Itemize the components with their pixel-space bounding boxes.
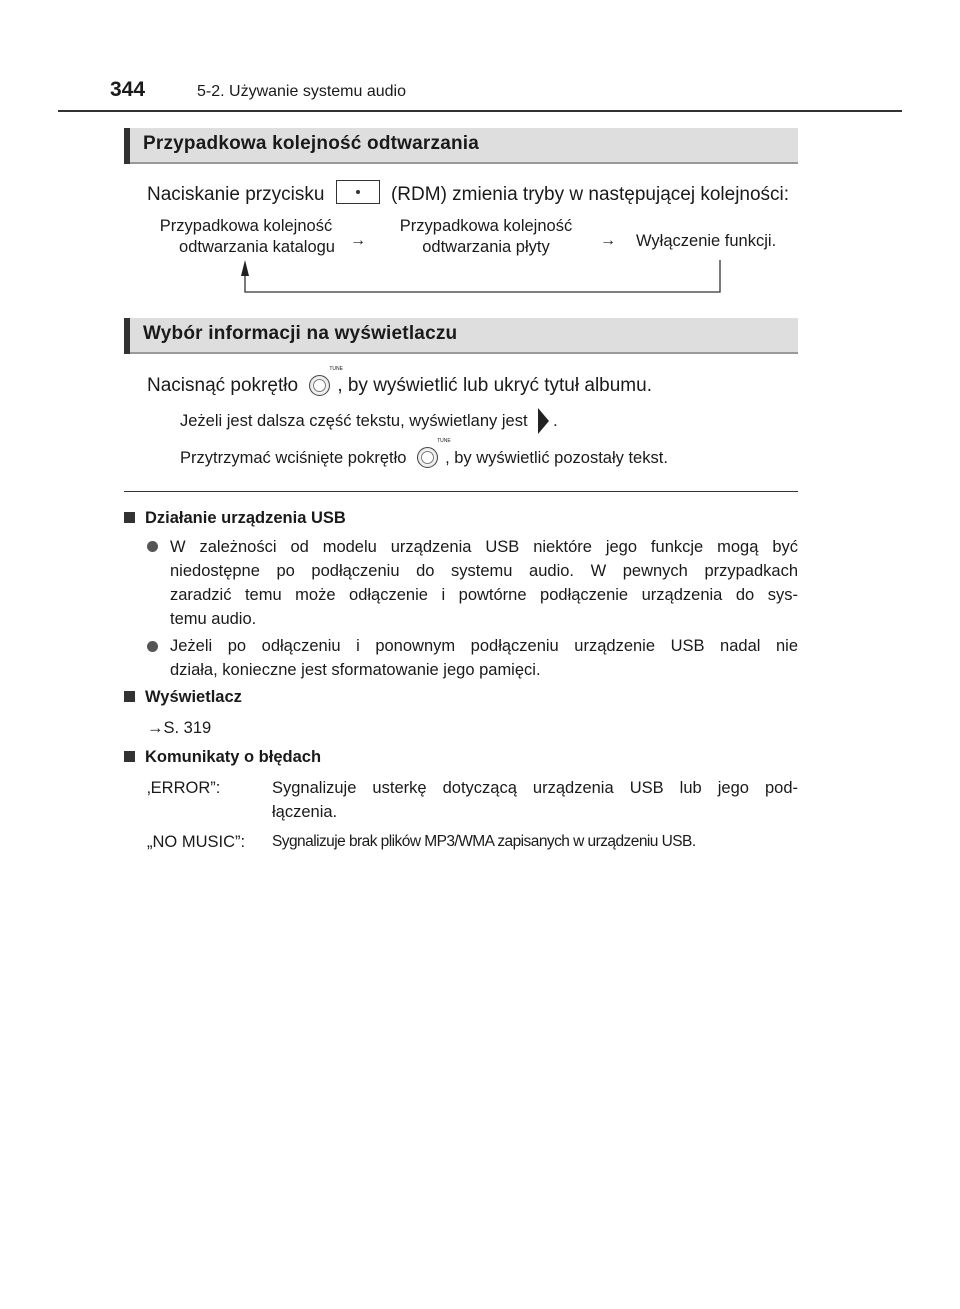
ref-arrow: → xyxy=(147,719,164,737)
text-line: Sygnalizuje usterkę dotyczącą urządzenia USB lub jego pod- xyxy=(272,779,798,797)
note-heading-text: Działanie urządzenia USB xyxy=(145,509,346,527)
bullet-icon xyxy=(147,540,158,558)
flow-step-off: Wyłączenie funkcji. xyxy=(636,232,777,250)
flow-step1-line1: Przypadkowa kolejność xyxy=(159,217,333,235)
text-line: działa, konieczne jest sformatowanie jego pamięci. xyxy=(170,661,541,679)
flow-step2-line1: Przypadkowa kolejność xyxy=(399,217,573,235)
note-heading-display xyxy=(124,688,242,707)
flow-return-line xyxy=(236,258,726,298)
section-accent xyxy=(124,128,130,164)
note-heading-text: Komunikaty o błędach xyxy=(145,748,322,766)
rdm-intro-after: (RDM) zmienia tryby w następującej kolejności: xyxy=(390,184,790,205)
text-line: łączenia. xyxy=(272,803,338,821)
tune-knob-icon xyxy=(306,366,343,396)
error-desc-error xyxy=(272,776,798,824)
section-title: Przypadkowa kolejność odtwarzania xyxy=(143,133,480,154)
knob-label: TUNE xyxy=(437,438,451,444)
knob-label: TUNE xyxy=(329,366,343,372)
hold-knob-after: , by wyświetlić pozostały tekst. xyxy=(445,449,668,467)
flow-step2-line2: odtwarzania płyty xyxy=(422,238,550,256)
error-desc-no-music: Sygnalizuje brak plików MP3/WMA zapisanych w urządzeniu USB. xyxy=(272,833,696,850)
knob-instruction-before: Nacisnąć pokrętło xyxy=(147,375,299,396)
more-text-arrow-icon xyxy=(538,408,549,434)
chapter-title: 5-2. Używanie systemu audio xyxy=(197,83,406,100)
flow-step1-line2: odtwarzania katalogu xyxy=(179,238,335,256)
text-line: zaradzić temu może odłączenie i powtórne podłączenie urządzenia do sys- xyxy=(170,586,798,604)
text-line: temu audio. xyxy=(170,610,257,628)
square-bullet-icon xyxy=(124,512,135,523)
flow-step-folder xyxy=(138,216,354,258)
hold-knob-before: Przytrzymać wciśnięte pokrętło xyxy=(180,449,407,467)
note-heading-usb xyxy=(124,509,346,528)
note-heading-text: Wyświetlacz xyxy=(145,688,242,706)
usb-note-item-1 xyxy=(170,535,798,631)
more-text-before: Jeżeli jest dalsza część tekstu, wyświetlany jest xyxy=(180,412,528,430)
display-page-ref xyxy=(147,716,211,740)
notes-separator xyxy=(124,491,798,492)
section-heading-display xyxy=(124,318,798,354)
knob-instruction xyxy=(147,366,652,397)
usb-note-item-2 xyxy=(170,634,798,682)
rdm-intro xyxy=(147,180,789,206)
flow-arrow-2: → xyxy=(600,232,616,249)
bullet-icon xyxy=(147,640,158,658)
error-code-error: ‚ERROR”: xyxy=(147,779,221,797)
ref-text: S. 319 xyxy=(163,719,212,737)
rdm-button-icon xyxy=(336,180,380,204)
error-code-no-music: „NO MUSIC”: xyxy=(147,833,246,851)
square-bullet-icon xyxy=(124,691,135,702)
text-line: W zależności od modelu urządzenia USB niektóre jego funkcje mogą być xyxy=(170,538,798,556)
flow-step-disc xyxy=(378,216,594,258)
knob-instruction-after: , by wyświetlić lub ukryć tytuł albumu. xyxy=(337,375,652,396)
section-title: Wybór informacji na wyświetlaczu xyxy=(143,323,458,344)
section-heading-random xyxy=(124,128,798,164)
hold-knob-note xyxy=(180,438,668,468)
note-heading-errors xyxy=(124,748,321,767)
flow-arrow-1: → xyxy=(350,232,366,249)
page-number: 344 xyxy=(110,78,146,101)
header-rule xyxy=(58,110,902,112)
text-line: niedostępne po podłączeniu do systemu audio. W pewnych przypadkach xyxy=(170,562,798,580)
more-text-note xyxy=(180,408,558,434)
text-line: Jeżeli po odłączeniu i ponownym podłączeniu urządzenie USB nadal nie xyxy=(170,637,798,655)
square-bullet-icon xyxy=(124,751,135,762)
more-text-after: . xyxy=(553,412,558,430)
section-accent xyxy=(124,318,130,354)
rdm-intro-before: Naciskanie przycisku xyxy=(147,184,325,205)
tune-knob-icon xyxy=(414,438,451,468)
